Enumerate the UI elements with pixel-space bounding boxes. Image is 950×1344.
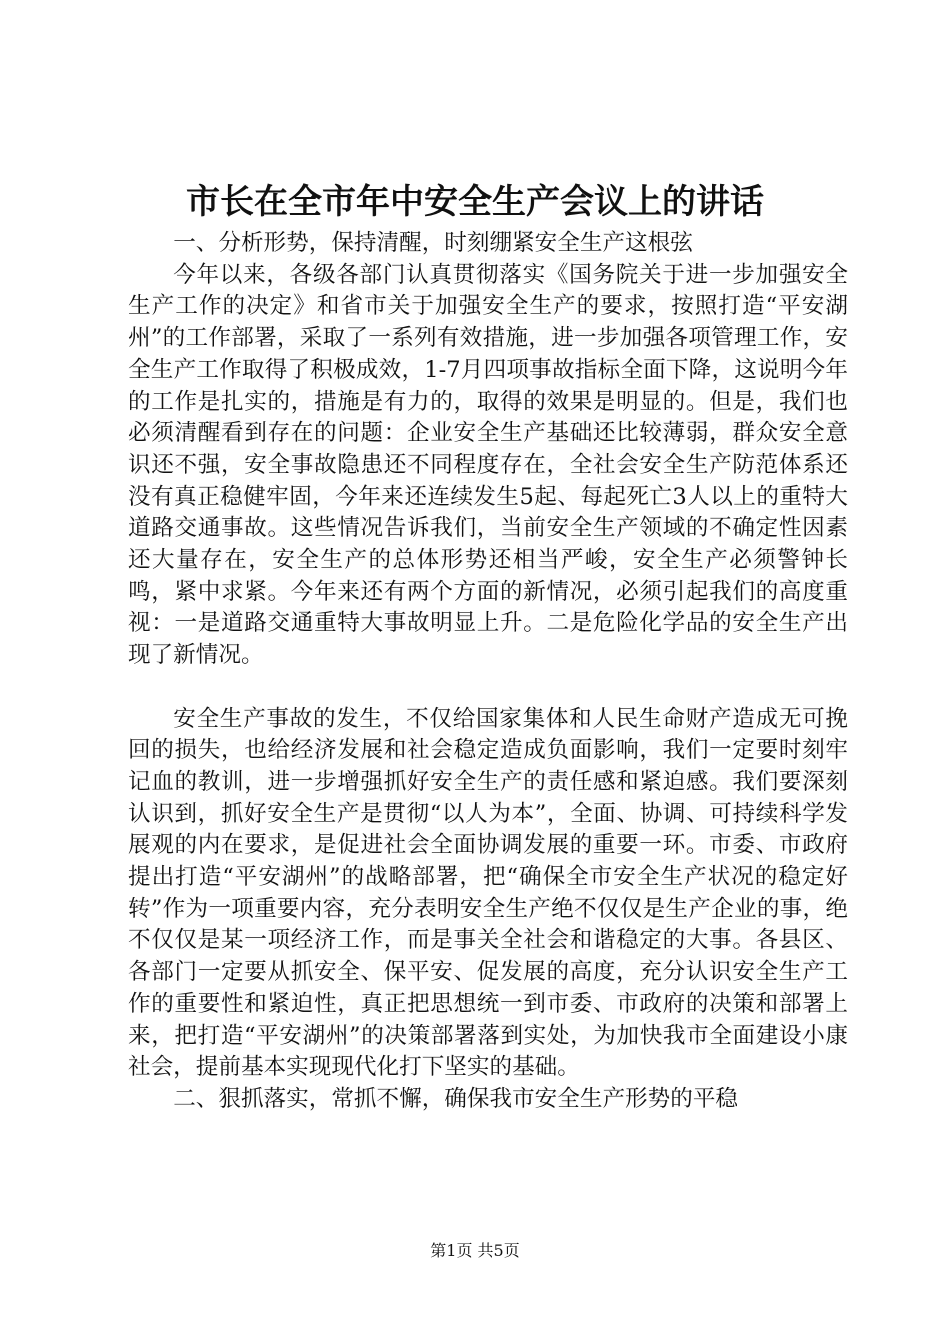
document-title: 市长在全市年中安全生产会议上的讲话 (186, 182, 764, 222)
section-heading-1: 一、分析形势，保持清醒，时刻绷紧安全生产这根弦 (173, 230, 693, 256)
page-footer: 第1页 共5页 (430, 1241, 520, 1260)
paragraph-awareness: 安全生产事故的发生，不仅给国家集体和人民生命财产造成无可挽回的损失，也给经济发展和社会稳定造成负面影响，我们一定要时刻牢记血的教训，进一步增强抓好安全生产的责任感和紧迫感。我们要深刻认识到，抓好安全生产是贯彻“以人为本”，全面、协调、可持续科学发展观的内在要求，是促进社会全面协调发展的重要一环。市委、市政府提出打造“平安湖州”的战略部署，把“确保全市安全生产状况的稳定好转”作为一项重要内容，充分表明安全生产绝不仅仅是生产企业的事，绝不仅仅是某一项经济工作，而是事关全社会和谐稳定的大事。各县区、各部门一定要从抓安全、保平安、促发展的高度，充分认识安全生产工作的重要性和紧迫性，真正把思想统一到市委、市政府的决策和部署上来，把打造“平安湖州”的决策部署落到实处，为加快我市全面建设小康社会，提前基本实现现代化打下坚实的基础。 (128, 705, 848, 1081)
paragraph-situation: 今年以来，各级各部门认真贯彻落实《国务院关于进一步加强安全生产工作的决定》和省市关于加强安全生产的要求，按照打造“平安湖州”的工作部署，采取了一系列有效措施，进一步加强各项管理工作，安全生产工作取得了积极成效，1-7月四项事故指标全面下降，这说明今年的工作是扎实的，措施是有力的，取得的效果是明显的。但是，我们也必须清醒看到存在的问题：企业安全生产基础还比较薄弱，群众安全意识还不强，安全事故隐患还不同程度存在，全社会安全生产防范体系还没有真正稳健牢固，今年来还连续发生5起、每起死亡3人以上的重特大道路交通事故。这些情况告诉我们，当前安全生产领域的不确定性因素还大量存在，安全生产的总体形势还相当严峻，安全生产必须警钟长鸣，紧中求紧。今年来还有两个方面的新情况，必须引起我们的高度重视：一是道路交通重特大事故明显上升。二是危险化学品的安全生产出现了新情况。 (128, 261, 848, 669)
document-body (128, 228, 848, 1116)
section-heading-2: 二、狠抓落实，常抓不懈，确保我市安全生产形势的平稳 (173, 1085, 739, 1112)
